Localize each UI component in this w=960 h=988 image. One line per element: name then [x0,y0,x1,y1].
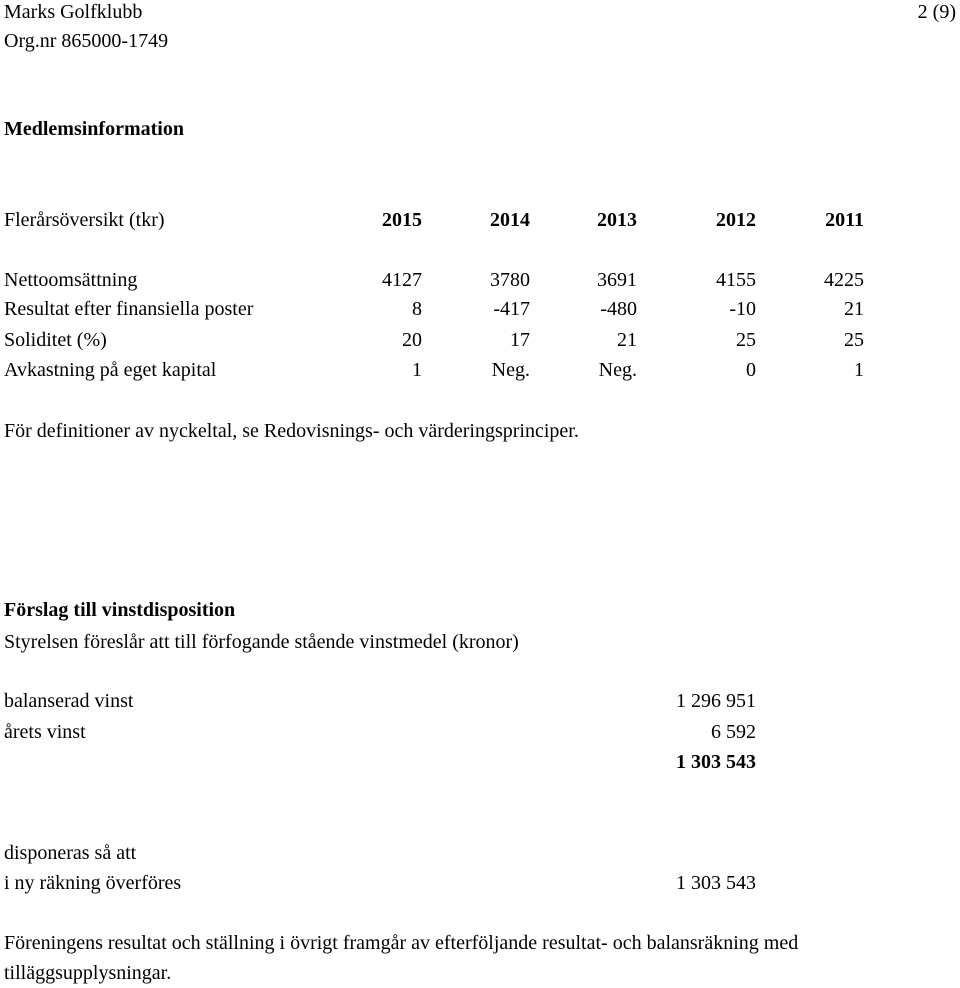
page-number: 2 (9) [917,1,956,23]
table-cell: 20 [402,329,422,351]
table-cell: 21 [617,329,637,351]
company-name: Marks Golfklubb [4,1,143,23]
item-label: i ny räkning överföres [4,872,182,894]
table-cell: Neg. [491,359,530,381]
row-label: Nettoomsättning [4,269,138,291]
table-cell: 17 [510,329,530,351]
table-cell: 1 [412,359,422,381]
item-value: 1 296 951 [676,690,756,712]
overview-note: För definitioner av nyckeltal, se Redovisnings- och värderingsprinciper. [4,420,579,442]
year-header: 2013 [597,209,637,231]
table-cell: 4155 [716,269,756,291]
closing-text: Föreningens resultat och ställning i övrigt framgår av efterföljande resultat- och balansräkning med tilläggsupplysningar. [4,932,799,984]
row-label: Avkastning på eget kapital [4,359,217,381]
org-number: Org.nr 865000-1749 [4,30,169,52]
table-cell: 3780 [490,269,530,291]
year-header: 2015 [382,209,422,231]
item-value: 1 303 543 [676,872,756,894]
table-cell: -480 [600,298,637,320]
item-value: 6 592 [711,721,756,743]
table-cell: 0 [746,359,756,381]
year-header: 2014 [490,209,530,231]
year-header: 2012 [716,209,756,231]
table-cell: -417 [493,298,530,320]
table-cell: -10 [729,298,756,320]
table-cell: 3691 [597,269,637,291]
overview-title: Flerårsöversikt (tkr) [4,209,165,231]
proposal-intro: Styrelsen föreslår att till förfogande stående vinstmedel (kronor) [4,631,519,653]
dispose-heading: disponeras så att [4,842,137,864]
table-cell: 25 [736,329,756,351]
table-cell: 1 [854,359,864,381]
table-cell: 4225 [824,269,864,291]
row-label: Soliditet (%) [4,329,107,351]
table-cell: 21 [844,298,864,320]
item-label: årets vinst [4,721,86,743]
table-cell: 25 [844,329,864,351]
table-cell: 4127 [382,269,422,291]
table-cell: Neg. [598,359,637,381]
proposal-total: 1 303 543 [676,751,756,773]
year-header: 2011 [825,209,864,231]
proposal-heading: Förslag till vinstdisposition [4,599,236,621]
table-cell: 8 [412,298,422,320]
member-info-heading: Medlemsinformation [4,118,184,140]
item-label: balanserad vinst [4,690,134,712]
row-label: Resultat efter finansiella poster [4,298,254,320]
